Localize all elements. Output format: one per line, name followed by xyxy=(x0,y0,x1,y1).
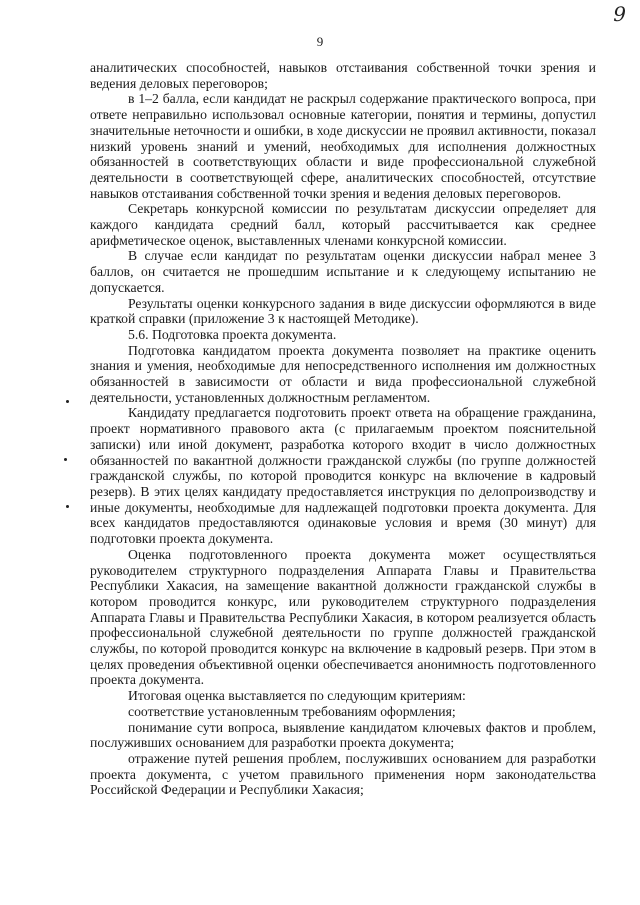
paragraph: В случае если кандидат по результатам оценки дискуссии набрал менее 3 баллов, он считается не прошедшим испытание и к следующему испытанию не допускается. xyxy=(90,248,596,295)
section-heading: 5.6. Подготовка проекта документа. xyxy=(128,326,337,342)
paragraph: Подготовка кандидатом проекта документа позволяет на практике оценить знания и умения, необходимые для непосредственного исполнения им должностных обязанностей в зависимости от области и вида профессиональной служебной деятельности, установленных должностным регламентом. xyxy=(90,342,596,405)
handwritten-page-number: 9 xyxy=(613,2,626,26)
margin-mark xyxy=(66,400,69,403)
document-body xyxy=(90,60,596,798)
paragraph: Оценка подготовленного проекта документа может осуществляться руководителем структурного подразделения Аппарата Главы и Правительства Республики Хакасия, на замещение вакантной должности гражданской службы в котором проводится конкурс, или руководителем структурного подразделения Аппарата Главы и Правительства Республики Хакасия, в котором реализуется область профессиональной служебной деятельности по группе должностей гражданской службы, по которой проводится конкурс на включение в кадровый резерв. При этом в целях проведения объективной оценки обеспечивается анонимность подготовленного проекта документа. xyxy=(90,546,596,688)
paragraph: Итоговая оценка выставляется по следующим критериям: xyxy=(128,688,466,704)
list-item: соответствие установленным требованиям оформления; xyxy=(128,703,456,719)
margin-mark xyxy=(66,505,69,508)
paragraph: Кандидату предлагается подготовить проект ответа на обращение гражданина, проект нормативного правового акта (с прилагаемым проектом пояснительной записки) или иной документ, разработка которого входит в число должностных обязанностей по вакантной должности гражданской службы (по группе должностей гражданской службы, по которой проводится конкурс на включение в кадровый резерв). В этих целях кандидату предоставляется инструкция по делопроизводству и иные документы, необходимые для надлежащей подготовки проекта документа. Для всех кандидатов предоставляются одинаковые условия и время (30 минут) для подготовки проекта документа. xyxy=(90,405,596,547)
list-item: отражение путей решения проблем, послуживших основанием для разработки проекта документа, с учетом правильного применения норм законодательства Российской Федерации и Республики Хакасия; xyxy=(90,750,596,798)
margin-mark xyxy=(64,458,67,461)
paragraph: Результаты оценки конкурсного задания в виде дискуссии оформляются в виде краткой справки (приложение 3 к настоящей Методике). xyxy=(90,295,596,327)
paragraph: Секретарь конкурсной комиссии по результатам дискуссии определяет для каждого кандидата средний балл, который рассчитывается как среднее арифметическое оценок, выставленных членами конкурсной комиссии. xyxy=(90,201,596,248)
list-item: понимание сути вопроса, выявление кандидатом ключевых фактов и проблем, послуживших основанием для разработки проекта документа; xyxy=(90,719,596,751)
paragraph: в 1–2 балла, если кандидат не раскрыл содержание практического вопроса, при ответе неправильно использовал основные категории, понятия и термины, допустил значительные неточности и ошибки, в ходе дискуссии не проявил активности, показал низкий уровень знаний и умений, необходимых для исполнения должностных обязанностей в соответствующих области и виде профессиональной служебной деятельности в соответствующей сфере, аналитических способностей, отсутствие навыков отстаивания собственной точки зрения и ведения деловых переговоров. xyxy=(90,91,596,201)
paragraph: аналитических способностей, навыков отстаивания собственной точки зрения и ведения деловых переговоров; xyxy=(90,60,596,91)
page-number: 9 xyxy=(316,34,324,49)
